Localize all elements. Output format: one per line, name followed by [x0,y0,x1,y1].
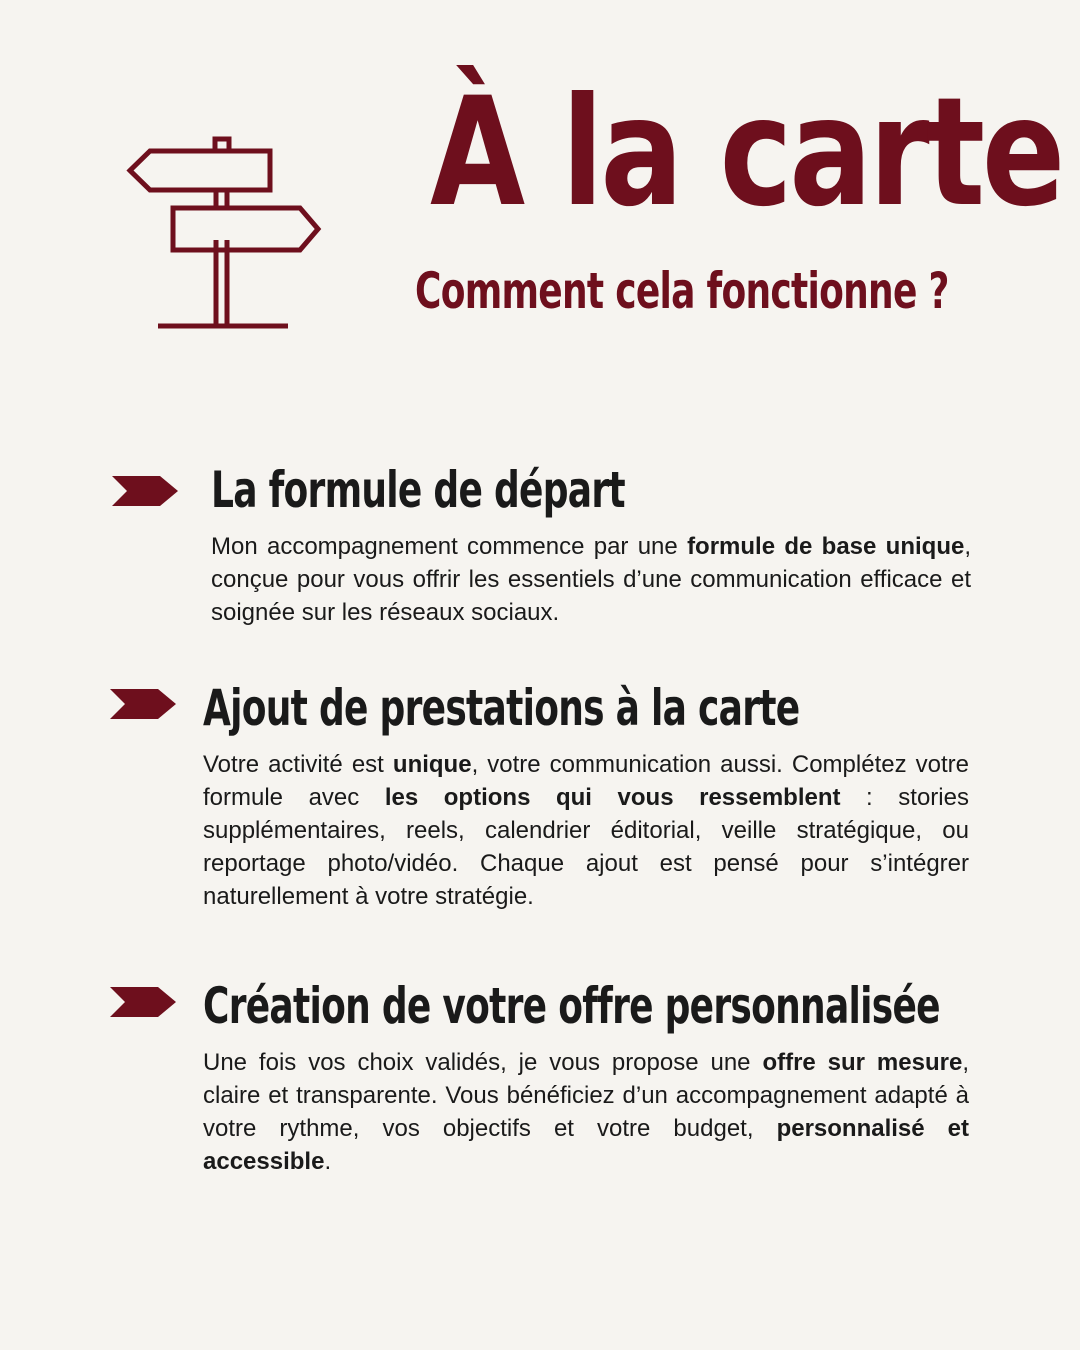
body-text: : stories supplémentaires, reels, calendrier éditorial, veille stratégique, ou reportage photo/vidéo. Chaque ajout est pensé pour s’intégrer naturellement à votre stratégie. [203,784,969,910]
page-subtitle: Comment cela fonctionne ? [415,262,949,320]
body-text: Une fois vos choix validés, je vous propose une [203,1049,763,1076]
section-text [211,530,971,629]
section-text [203,1046,969,1178]
body-text: , conçue pour vous offrir les essentiels d’une communication efficace et soignée sur les réseaux sociaux. [211,533,971,626]
emphasis-text: personnalisé et accessible [203,1115,970,1175]
section-title: La formule de départ [211,461,625,519]
signpost-icon [120,130,330,340]
body-text: , claire et transparente. Vous bénéficiez d’un accompagnement adapté à votre rythme, vos objectifs et votre budget, [203,1049,969,1142]
emphasis-text: offre sur mesure [762,1049,963,1076]
body-text: Votre activité est [203,751,393,778]
body-text: Mon accompagnement commence par une [211,533,688,560]
emphasis-text: formule de base unique [687,533,965,560]
chevron-arrow-icon [110,987,176,1017]
emphasis-text: unique [392,751,472,778]
page-title: À la carte [430,66,1062,240]
section-title: Création de votre offre personnalisée [203,977,940,1035]
emphasis-text: les options qui vous ressemblent [384,784,841,811]
chevron-arrow-icon [110,689,176,719]
section-text [203,748,969,913]
body-text: , votre communication aussi. Complétez votre formule avec [203,751,969,811]
body-text: . [324,1148,332,1175]
section-title: Ajout de prestations à la carte [203,679,800,737]
chevron-arrow-icon [112,476,178,506]
